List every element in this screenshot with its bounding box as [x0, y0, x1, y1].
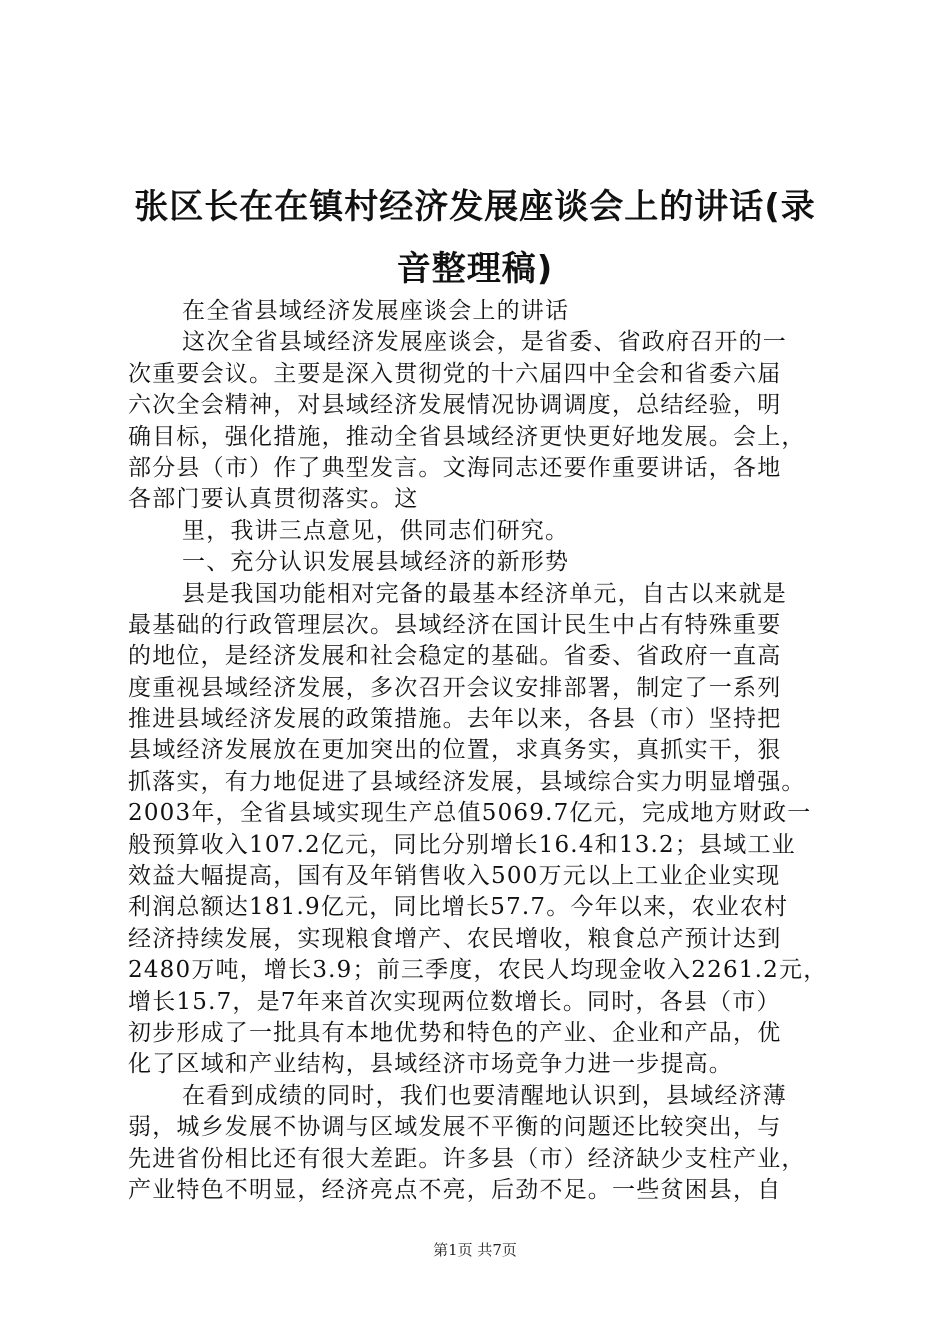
body-line: 县是我国功能相对完备的最基本经济单元，自古以来就是	[182, 580, 787, 607]
body-line: 效益大幅提高，国有及年销售收入500万元以上工业企业实现	[128, 863, 781, 890]
body-line: 在看到成绩的同时，我们也要清醒地认识到，县域经济薄	[182, 1082, 787, 1109]
page-footer: 第1页 共7页	[433, 1241, 517, 1259]
document-body	[128, 296, 838, 1206]
title-line-1: 张区长在在镇村经济发展座谈会上的讲话(录	[134, 187, 816, 227]
body-line: 产业特色不明显，经济亮点不亮，后劲不足。一些贫困县，自	[128, 1176, 782, 1203]
body-line: 利润总额达181.9亿元，同比增长57.7。今年以来，农业农村	[128, 894, 789, 921]
body-line: 县域经济发展放在更加突出的位置，求真务实，真抓实干，狠	[128, 737, 782, 764]
title-line-2: 音整理稿)	[396, 249, 554, 289]
body-line: 先进省份相比还有很大差距。许多县（市）经济缺少支柱产业，	[128, 1145, 806, 1172]
body-line: 在全省县域经济发展座谈会上的讲话	[182, 298, 570, 324]
body-line: 2003年，全省县域实现生产总值5069.7亿元，完成地方财政一	[128, 800, 812, 827]
body-line: 增长15.7，是7年来首次实现两位数增长。同时，各县（市）	[128, 988, 781, 1015]
body-line: 各部门要认真贯彻落实。这	[128, 486, 419, 513]
body-line: 一、充分认识发展县域经济的新形势	[182, 549, 570, 576]
body-line: 部分县（市）作了典型发言。文海同志还要作重要讲话，各地	[128, 454, 782, 481]
body-line: 六次全会精神，对县域经济发展情况协调调度，总结经验，明	[128, 392, 782, 419]
body-line: 经济持续发展，实现粮食增产、农民增收，粮食总产预计达到	[128, 925, 782, 952]
document-title	[110, 176, 840, 300]
body-line: 推进县域经济发展的政策措施。去年以来，各县（市）坚持把	[128, 706, 782, 733]
body-line: 确目标，强化措施，推动全省县域经济更快更好地发展。会上，	[128, 423, 806, 450]
body-line: 初步形成了一批具有本地优势和特色的产业、企业和产品，优	[128, 1019, 782, 1046]
body-line: 里，我讲三点意见，供同志们研究。	[182, 517, 570, 544]
body-line: 这次全省县域经济发展座谈会，是省委、省政府召开的一	[182, 329, 787, 356]
body-line: 次重要会议。主要是深入贯彻党的十六届四中全会和省委六届	[128, 360, 782, 387]
body-line: 弱，城乡发展不协调与区域发展不平衡的问题还比较突出，与	[128, 1114, 782, 1141]
body-line: 般预算收入107.2亿元，同比分别增长16.4和13.2；县域工业	[128, 831, 796, 858]
body-line: 抓落实，有力地促进了县域经济发展，县域综合实力明显增强。	[128, 768, 806, 795]
body-line: 化了区域和产业结构，县域经济市场竞争力进一步提高。	[128, 1051, 733, 1078]
body-line: 最基础的行政管理层次。县域经济在国计民生中占有特殊重要	[128, 611, 782, 638]
body-line: 2480万吨，增长3.9；前三季度，农民人均现金收入2261.2元，	[128, 957, 828, 984]
body-line: 的地位，是经济发展和社会稳定的基础。省委、省政府一直高	[128, 643, 782, 670]
body-line: 度重视县域经济发展，多次召开会议安排部署，制定了一系列	[128, 674, 782, 701]
